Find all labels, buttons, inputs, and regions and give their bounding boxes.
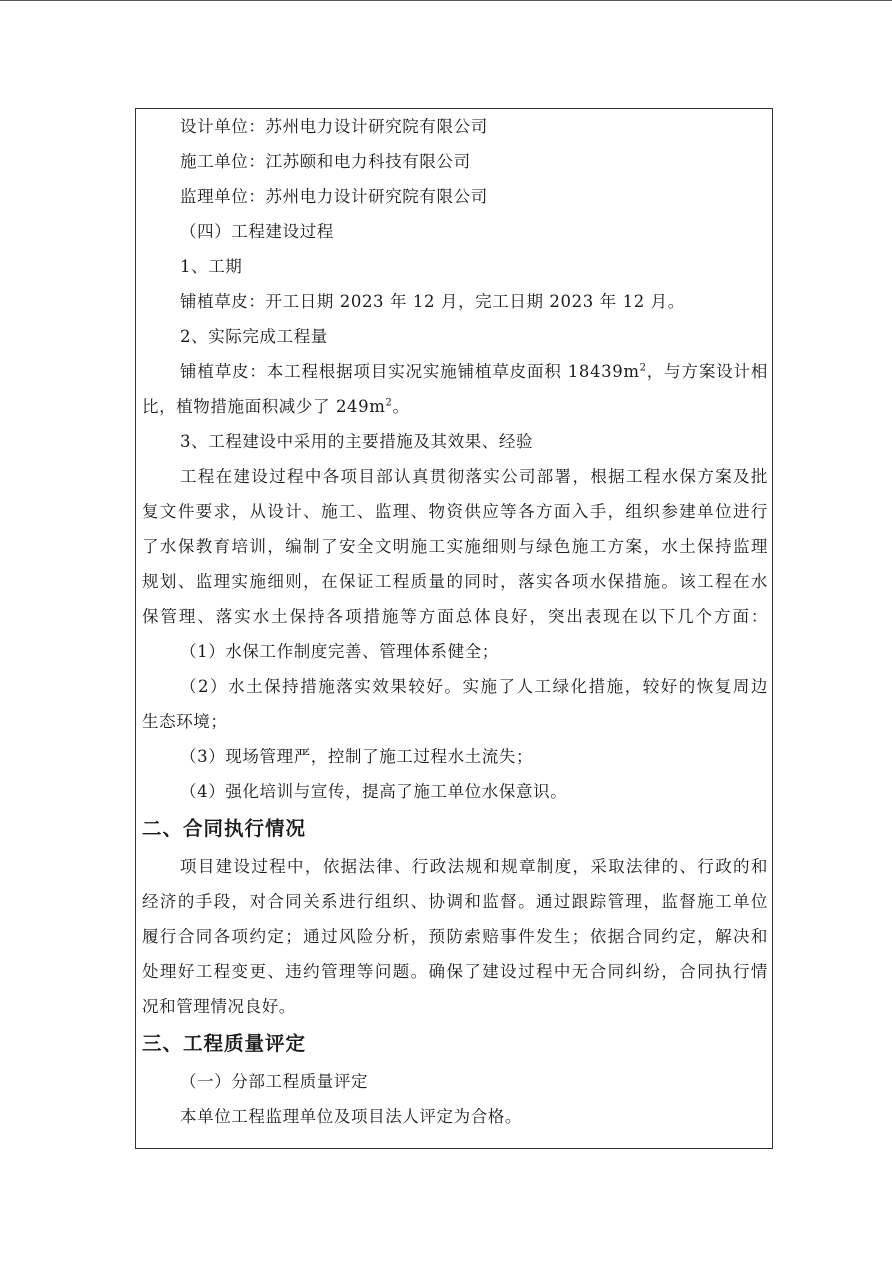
construction-unit-line: 施工单位：江苏颐和电力科技有限公司	[180, 152, 471, 171]
contract-line-5: 况和管理情况良好。	[142, 997, 296, 1016]
area-unit-superscript: 2	[639, 362, 647, 374]
measures-line-5: 保管理、落实水土保持各项措施等方面总体良好，突出表现在以下几个方面：	[142, 607, 768, 626]
quantity-text-line-2	[142, 389, 768, 424]
schedule-title: 1、工期	[180, 257, 243, 276]
quality-sub-heading: （一）分部工程质量评定	[180, 1072, 369, 1091]
quantity-text-2-post: 。	[392, 397, 410, 416]
point-2-line-1: （2）水土保持措施落实效果较好。实施了人工绿化措施，较好的恢复周边	[180, 677, 768, 696]
measures-line-1: 工程在建设过程中各项目部认真贯彻落实公司部署，根据工程水保方案及批	[180, 467, 768, 486]
point-4: （4）强化培训与宣传，提高了施工单位水保意识。	[180, 782, 568, 801]
contract-line-1: 项目建设过程中，依据法律、行政法规和规章制度，采取法律的、行政的和	[180, 857, 768, 876]
area-unit-superscript: 2	[385, 397, 393, 409]
supervision-unit-line: 监理单位：苏州电力设计研究院有限公司	[180, 187, 488, 206]
contract-line-2: 经济的手段，对合同关系进行组织、协调和监督。通过跟踪管理，监督施工单位	[142, 892, 768, 911]
page-top-rule	[0, 0, 892, 1]
measures-line-4: 规划、监理实施细则，在保证工程质量的同时，落实各项水保措施。该工程在水	[142, 572, 768, 591]
section-4-heading: （四）工程建设过程	[180, 222, 334, 241]
contract-line-4: 处理好工程变更、违约管理等问题。确保了建设过程中无合同纠纷，合同执行情	[142, 962, 768, 981]
measures-line-3: 了水保教育培训，编制了安全文明施工实施细则与绿色施工方案，水土保持监理	[142, 537, 768, 556]
document-body	[142, 109, 768, 1134]
schedule-text: 铺植草皮：开工日期 2023 年 12 月，完工日期 2023 年 12 月。	[180, 292, 685, 311]
measures-title: 3、工程建设中采用的主要措施及其效果、经验	[180, 432, 534, 451]
quantity-text-1-pre: 铺植草皮：本工程根据项目实况实施铺植草皮面积 18439m	[180, 362, 640, 381]
quality-text: 本单位工程监理单位及项目法人评定为合格。	[180, 1107, 522, 1126]
contract-line-3: 履行合同各项约定；通过风险分析，预防索赔事件发生；依据合同约定，解决和	[142, 927, 768, 946]
design-unit-line: 设计单位：苏州电力设计研究院有限公司	[180, 117, 488, 136]
contract-section-heading: 二、合同执行情况	[142, 817, 307, 840]
quantity-text-1-post: ，与方案设计相	[646, 362, 769, 381]
quantity-text-line-1	[142, 354, 768, 389]
measures-line-2: 复文件要求，从设计、施工、监理、物资供应等各方面入手，组织参建单位进行	[142, 502, 768, 521]
quality-section-heading: 三、工程质量评定	[142, 1032, 307, 1055]
point-3: （3）现场管理严，控制了施工过程水土流失；	[180, 747, 534, 766]
quantity-text-2-pre: 比，植物措施面积减少了 249m	[142, 397, 386, 416]
quantity-title: 2、实际完成工程量	[180, 327, 328, 346]
point-2-line-2: 生态环境；	[142, 712, 228, 731]
point-1: （1）水保工作制度完善、管理体系健全；	[180, 642, 499, 661]
